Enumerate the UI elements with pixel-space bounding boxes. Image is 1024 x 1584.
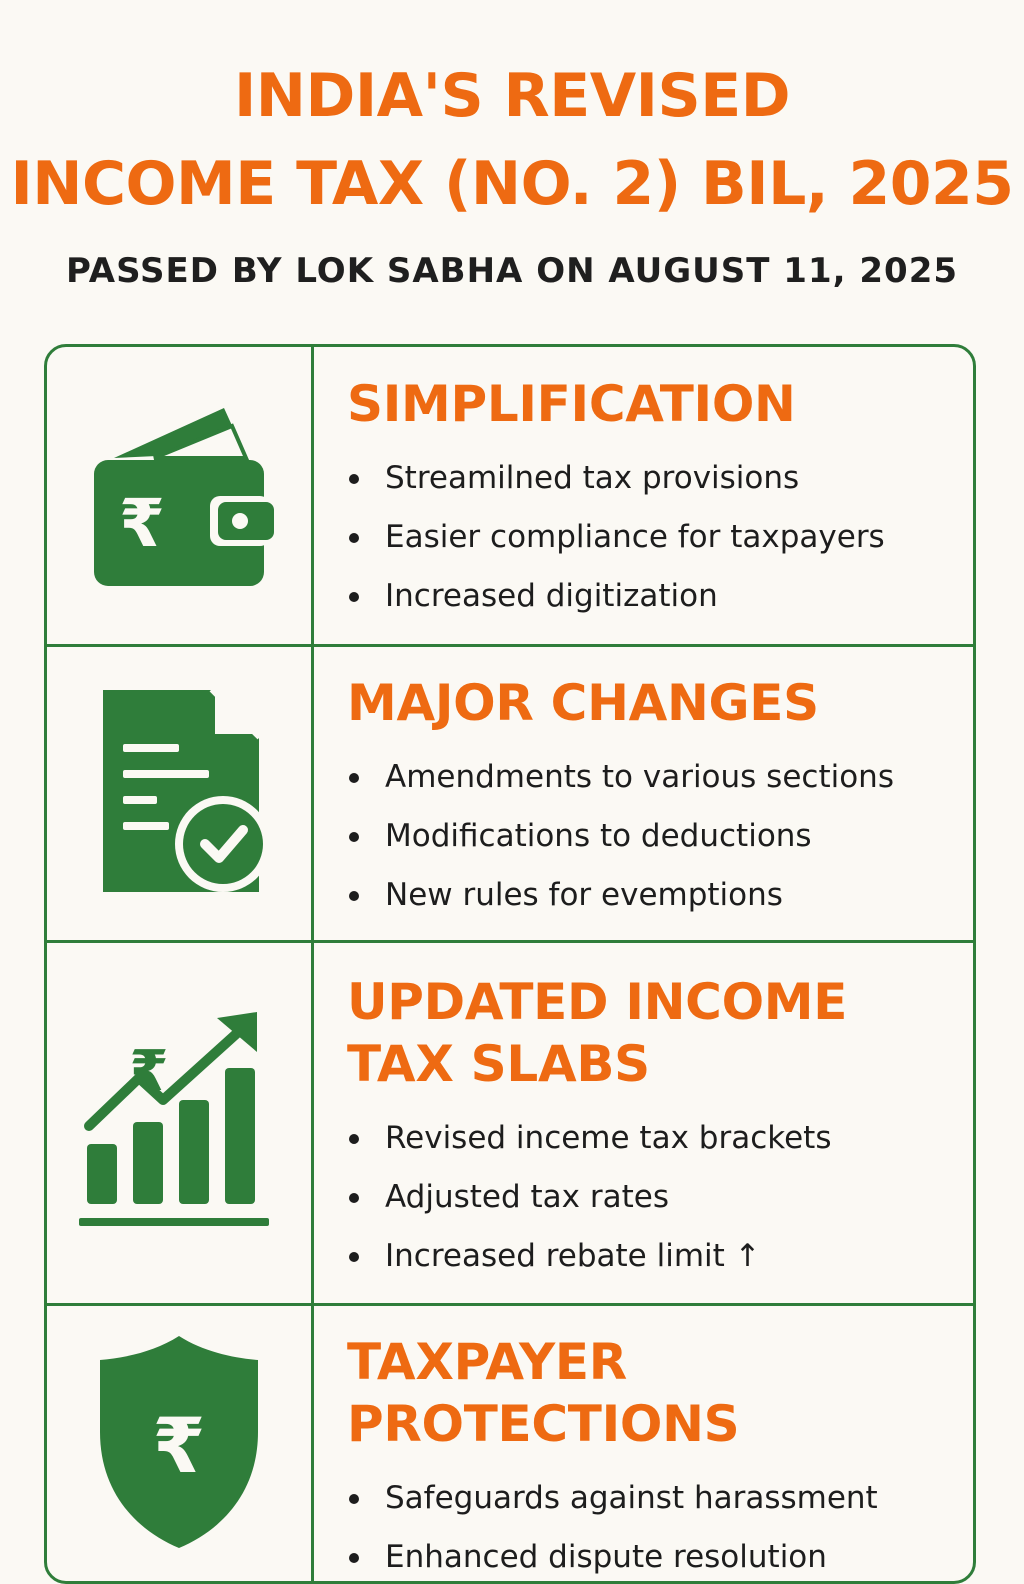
bullet-item: Increased digitization <box>347 567 967 626</box>
section-simplification <box>347 373 967 626</box>
bullet-item: Safeguards against harassment <box>347 1469 967 1528</box>
bullet-item: New rules for evemptions <box>347 866 967 925</box>
title-line-2: INCOME TAX (NO. 2) BIL, 2025 <box>10 149 1014 219</box>
subtitle: PASSED BY LOK SABHA ON AUGUST 11, 2025 <box>65 251 959 291</box>
section-title-line-1: UPDATED INCOME <box>347 973 848 1031</box>
bullet-item: Streamilned tax provisions <box>347 449 967 508</box>
bullet-item: Enhanced dispute resolution <box>347 1528 967 1584</box>
section-updated-slabs <box>347 971 967 1286</box>
section-taxpayer-protections <box>347 1331 967 1584</box>
sections-panel <box>44 344 976 1584</box>
bullet-item: Easier compliance for taxpayers <box>347 508 967 567</box>
column-divider <box>311 347 314 1581</box>
title-line-1: INDIA'S REVISED <box>233 61 791 131</box>
section-title: SIMPLIFICATION <box>347 375 796 433</box>
bullet-item: Revised inceme tax brackets <box>347 1109 967 1168</box>
section-title: MAJOR CHANGES <box>347 674 819 732</box>
bullet-item: Amendments to various sections <box>347 748 967 807</box>
bullet-item: Adjusted tax rates <box>347 1168 967 1227</box>
bullet-item: Modifications to deductions <box>347 807 967 866</box>
section-title: TAXPAYER PROTECTIONS <box>347 1333 740 1453</box>
svg-text:₹: ₹ <box>129 1039 169 1104</box>
section-title <box>347 971 967 1095</box>
section-title-line-2: TAX SLABS <box>347 1035 650 1093</box>
shield-rupee-icon <box>47 1306 311 1584</box>
section-major-changes <box>347 672 967 925</box>
svg-text:₹: ₹ <box>119 484 165 562</box>
bullet-item: Increased rebate limit ↑ <box>347 1227 967 1286</box>
svg-text:₹: ₹ <box>152 1401 206 1490</box>
rupee-growth-chart-icon <box>47 943 311 1303</box>
document-check-icon <box>47 647 311 940</box>
wallet-rupee-icon <box>47 347 311 644</box>
